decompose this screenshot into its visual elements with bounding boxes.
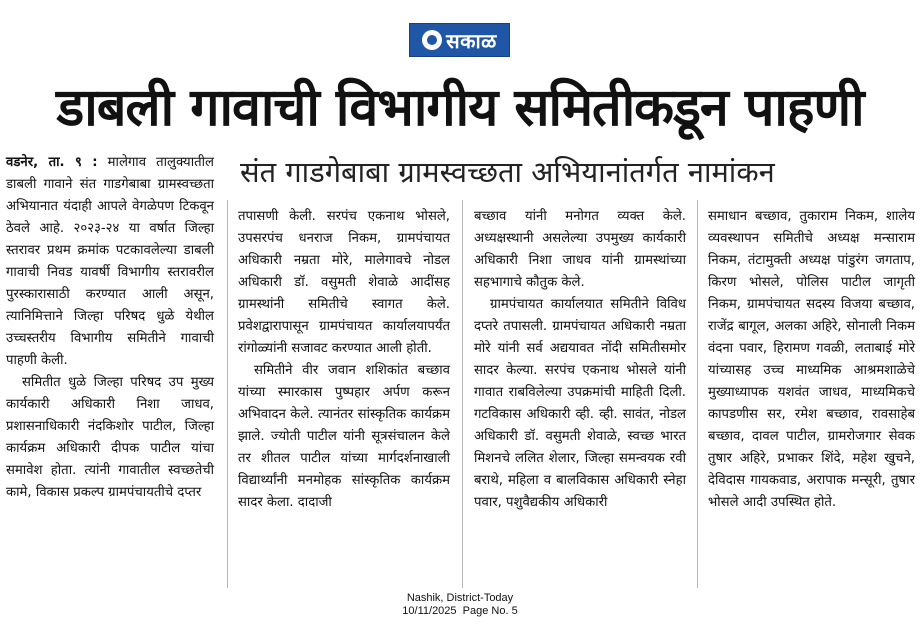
article-column-1 [6, 152, 214, 504]
newspaper-logo [409, 23, 510, 57]
article-paragraph: समाधान बच्छाव, तुकाराम निकम, शालेय व्यवस्थापन समितीचे अध्यक्ष मन्साराम निकम, तंटामुक्ती अध्यक्ष पांडुरंग जगताप, किरण भोसले, पोलिस पाटील जागृती निकम, ग्रामपंचायत सदस्य विजया बच्छाव, राजेंद्र बागूल, अलका अहिरे, सोनाली निकम वंदना पवार, हिरामण गवळी, लताबाई मोरे यांच्यासह उच्च माध्यमिक आश्रमशाळेचे मुख्याध्यापक यशवंत जाधव, माध्यमिकचे कापडणीस सर, रमेश बच्छाव, रावसाहेब बच्छाव, दावल पाटील, ग्रामरोजगार सेवक तुषार अहिरे, प्रभाकर शिंदे, महेश खुचने, देविदास गायकवाड, अरापाक मन्सूरी, तुषार भोसले आदी उपस्थित होते. [708, 209, 915, 510]
page-footer [330, 592, 590, 618]
article-paragraph: तपासणी केली. सरपंच एकनाथ भोसले, उपसरपंच धनराज निकम, ग्रामपंचायत अधिकारी नम्रता मोरे, मालेगावचे नोडल अधिकारी डॉ. वसुमती शेवाळे आदींसह ग्रामस्थांनी समितीचे स्वागत केले. प्रवेशद्वारापासून ग्रामपंचायत कार्यालयापर्यंत रांगोळ्यांनी सजावट करण्यात आली होती. [238, 209, 450, 356]
article-paragraph: समितीने वीर जवान शशिकांत बच्छाव यांच्या स्मारकास पुष्पहार अर्पण करून अभिवादन केले. त्यानंतर सांस्कृतिक कार्यक्रम झाले. ज्योती पाटील यांनी सूत्रसंचालन केले तर शीतल पाटील यांच्या मार्गदर्शनाखाली विद्यार्थ्यांनी मनमोहक सांस्कृतिक कार्यक्रम सादर केला. दादाजी [238, 363, 450, 510]
edition-label: Nashik, District-Today [406, 592, 514, 604]
article-paragraph: समितीत धुळे जिल्हा परिषद उप मुख्य कार्यकारी अधिकारी निशा जाधव, प्रशासनाधिकारी नंदकिशोर पाटील, जिल्हा कार्यक्रम अधिकारी दीपक पाटील यांचा समावेश होता. त्यांनी गावातील स्वच्छतेची कामे, विकास प्रकल्प ग्रामपंचायतीचे दप्तर [6, 375, 214, 500]
sakal-emblem-icon [422, 30, 442, 50]
paragraph-text: मालेगाव तालुक्यातील डाबली गावाने संत गाडगेबाबा ग्रामस्वच्छता अभियानात यंदाही आपले वेगळेपण टिकवून ठेवले आहे. २०२३-२४ या वर्षात जिल्हा स्तरावर प्रथम क्रमांक पटकावलेल्या डाबली गावाची निवड यावर्षी विभागीय स्तरावरील पुरस्कारासाठी करण्यात आली असून, त्यानिमित्ताने जिल्हा परिषद धुळे येथील उच्चस्तरीय विभागीय समितीने गावाची पाहणी केली. [6, 155, 214, 368]
article-headline: डाबली गावाची विभागीय समितीकडून पाहणी [56, 78, 864, 138]
article-column-3 [474, 206, 686, 514]
date-page-label: 10/11/2025 Page No. 5 [402, 605, 518, 617]
dateline: वडनेर, ता. ९ : [6, 155, 98, 170]
column-divider [462, 200, 463, 588]
article-paragraph: ग्रामपंचायत कार्यालयात समितीने विविध दप्तरे तपासली. ग्रामपंचायत अधिकारी नम्रता मोरे यांनी सर्व अद्ययावत नोंदी समितीसमोर सादर केल्या. सरपंच एकनाथ भोसले यांनी गावात राबविलेल्या उपक्रमांची माहिती दिली. गटविकास अधिकारी व्ही. व्ही. सावंत, नोडल अधिकारी डॉ. वसुमती शेवाळे, स्वच्छ भारत मिशनचे ललित शेलार, जिल्हा समन्वयक रवी बराथे, महिला व बालविकास अधिकारी स्नेहा पवार, पशुवैद्यकीय अधिकारी [474, 297, 686, 510]
article-paragraph: बच्छाव यांनी मनोगत व्यक्त केले. अध्यक्षस्थानी असलेल्या उपमुख्य कार्यकारी अधिकारी निशा जाधव यांनी ग्रामस्थांच्या सहभागाचे कौतुक केले. [474, 209, 686, 290]
column-divider [697, 200, 698, 588]
column-divider [227, 200, 228, 588]
article-subheadline: संत गाडगेबाबा ग्रामस्वच्छता अभियानांतर्गत नामांकन [240, 155, 775, 189]
newspaper-name: सकाळ [446, 28, 497, 53]
article-paragraph [6, 152, 214, 372]
article-column-2 [238, 206, 450, 514]
article-column-4 [708, 206, 915, 514]
